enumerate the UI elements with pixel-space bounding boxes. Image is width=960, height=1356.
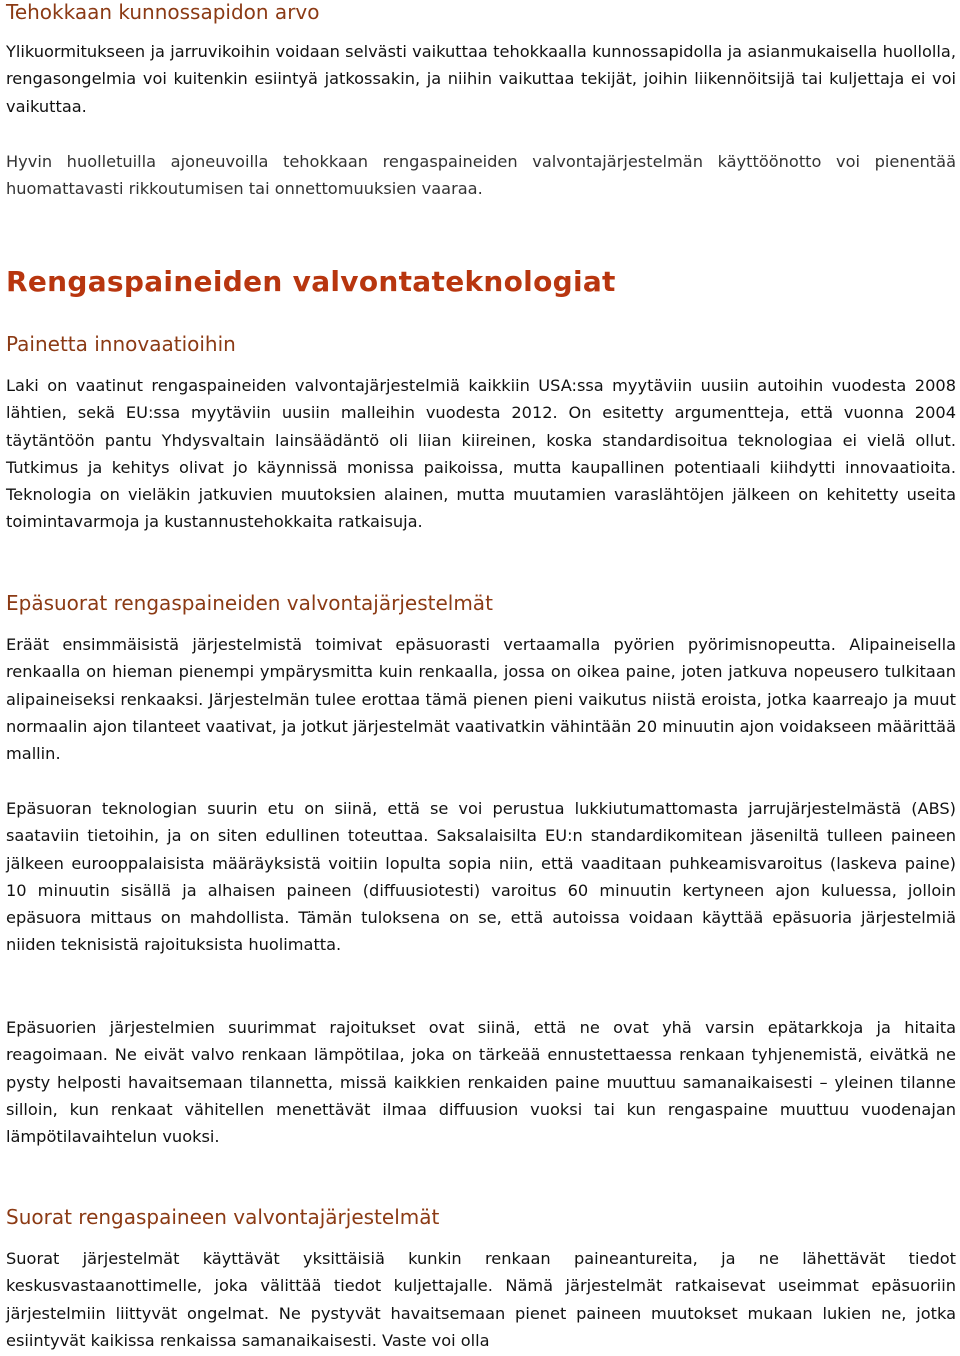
subheading-direct-systems: Suorat rengaspaineen valvontajärjestelmät bbox=[6, 1205, 440, 1229]
paragraph-well-maintained-vehicles: Hyvin huolletuilla ajoneuvoilla tehokkaan rengaspaineiden valvontajärjestelmän käyttöönotto voi pienentää huomattavasti rikkoutumisen tai onnettomuuksien vaaraa. bbox=[6, 152, 956, 199]
section-heading-maintenance-value: Tehokkaan kunnossapidon arvo bbox=[6, 0, 320, 24]
paragraph-legislation: Laki on vaatinut rengaspaineiden valvontajärjestelmiä kaikkiin USA:ssa myytäviin uusiin autoihin vuodesta 2008 lähtien, sekä EU:ssa myytäviin uusiin malleihin vuodesta 2012. On esitetty argumentteja, että vuonna 2004 täytäntöön pantu Yhdysvaltain lainsäädäntö oli liian kiireinen, koska standardisoitua teknologiaa ei vielä ollut. Tutkimus ja kehitys olivat jo käynnissä monissa paikoissa, mutta kaupallinen potentiaali kiihdytti innovaatioita. Teknologia on vieläkin jatkuvien muutoksien alainen, mutta muutamien varaslähtöjen jälkeen on kehitetty useita toimintavarmoja ja kustannustehokkaita ratkaisuja. bbox=[6, 376, 956, 532]
paragraph-maintenance-intro: Ylikuormitukseen ja jarruvikoihin voidaan selvästi vaikuttaa tehokkaalla kunnossapidolla ja asianmukaisella huollolla, rengasongelmia voi kuitenkin esiintyä jatkossakin, ja niihin vaikuttaa tekijät, joihin liikennöitsijä tai kuljettaja ei voi vaikuttaa. bbox=[6, 42, 956, 116]
main-heading-tpms-technologies: Rengaspaineiden valvontateknologiat bbox=[6, 265, 616, 298]
subheading-indirect-systems: Epäsuorat rengaspaineiden valvontajärjestelmät bbox=[6, 591, 493, 615]
paragraph-indirect-limitations: Epäsuorien järjestelmien suurimmat rajoitukset ovat siinä, että ne ovat yhä varsin epätarkkoja ja hitaita reagoimaan. Ne eivät valvo renkaan lämpötilaa, joka on tärkeää ennustettaessa renkaan tyhjenemistä, eivätkä ne pysty helposti havaitsemaan tilannetta, missä kaikkien renkaiden paine muuttuu samanaikaisesti – yleinen tilanne silloin, kun renkaat vähitellen menettävät ilmaa diffuusion vuoksi tai kun rengaspaine muuttuu vuodenajan lämpötilavaihtelun vuoksi. bbox=[6, 1018, 956, 1147]
paragraph-indirect-operation: Eräät ensimmäisistä järjestelmistä toimivat epäsuorasti vertaamalla pyörien pyörimisnopeutta. Alipaineisella renkaalla on hieman pienempi ympärysmitta kuin renkaalla, jossa on oikea paine, joten jatkuva nopeusero tulkitaan alipaineiseksi renkaaksi. Järjestelmän tulee erottaa tämä pienen pieni vaikutus niistä eroista, jotka kaarreajo ja muut normaalin ajon tilanteet vaativat, ja jotkut järjestelmät vaativatkin vähintään 20 minuutin ajon voidakseen määrittää mallin. bbox=[6, 635, 956, 764]
paragraph-direct-systems: Suorat järjestelmät käyttävät yksittäisiä kunkin renkaan paineantureita, ja ne lähettävät tiedot keskusvastaanottimelle, joka välittää tiedot kuljettajalle. Nämä järjestelmät ratkaisevat useimmat epäsuoriin järjestelmiin liittyvät ongelmat. Ne pystyvät havaitsemaan pienet paineen muutokset mukaan lukien ne, jotka esiintyvät kaikissa renkaissa samanaikaisesti. Vaste voi olla bbox=[6, 1249, 956, 1350]
paragraph-indirect-advantage: Epäsuoran teknologian suurin etu on siinä, että se voi perustua lukkiutumattomasta jarrujärjestelmästä (ABS) saataviin tietoihin, ja on siten edullinen toteuttaa. Saksalaisilta EU:n standardikomitean jäseniltä tulleen paineen jälkeen eurooppalaisista määräyksistä voitiin lopulta sopia niin, että vaaditaan puhkeamisvaroitus (laskeva paine) 10 minuutin sisällä ja alhaisen paineen (diffuusiotesti) varoitus 60 minuutin kertyneen ajon kuluessa, jolloin epäsuora mittaus on mahdollista. Tämän tuloksena on se, että autoissa voidaan käyttää epäsuoria järjestelmiä niiden teknisistä rajoituksista huolimatta. bbox=[6, 799, 956, 955]
subheading-pressure-innovation: Painetta innovaatioihin bbox=[6, 332, 236, 356]
